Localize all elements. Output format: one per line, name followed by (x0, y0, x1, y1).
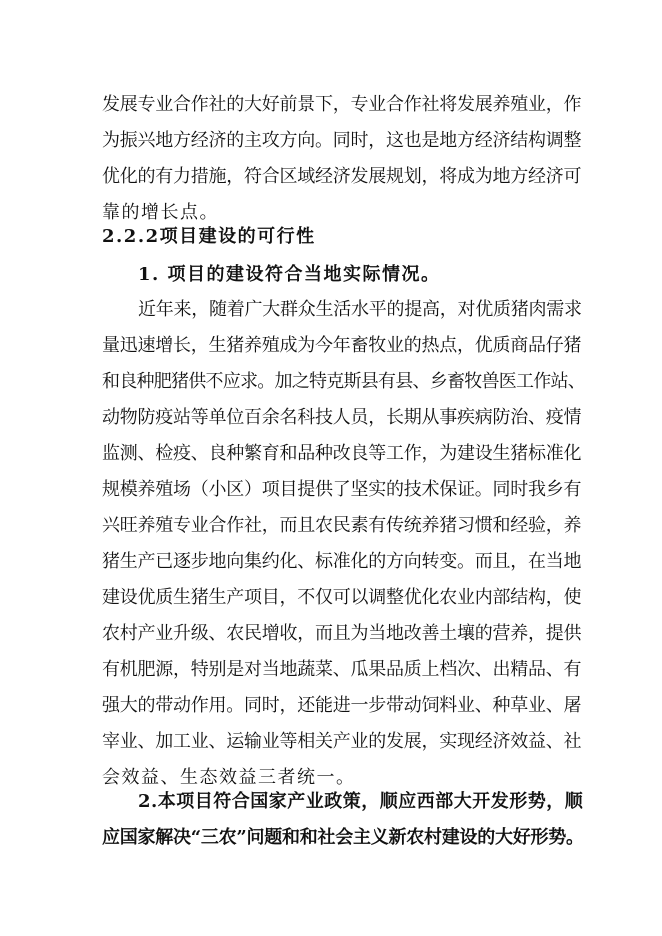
point-1-heading: 1. 项目的建设符合当地实际情况。 (138, 264, 441, 285)
point-2-heading-line: 2.本项目符合国家产业政策，顺应西部大开发形势，顺 (138, 791, 584, 812)
text-line: 规模养殖场（小区）项目提供了坚实的技术保证。同时我乡有 (102, 479, 582, 500)
text-line: 近年来，随着广大群众生活水平的提高，对优质猪肉需求 (138, 299, 582, 320)
text-line: 会效益、生态效益三者统一。 (102, 767, 356, 788)
text-line: 建设优质生猪生产项目，不仅可以调整优化农业内部结构，使 (102, 587, 582, 608)
paragraph-feasibility (102, 292, 584, 796)
point-1-heading-block (102, 257, 584, 293)
text-line: 监测、检疫、良种繁育和品种改良等工作，为建设生猪标准化 (102, 443, 582, 464)
text-line: 和良种肥猪供不应求。加之特克斯县有县、乡畜牧兽医工作站、 (102, 371, 585, 392)
text-line: 猪生产已逐步地向集约化、标准化的方向转变。而且，在当地 (102, 551, 582, 572)
text-line: 农村产业升级、农民增收，而且为当地改善土壤的营养，提供 (102, 623, 582, 644)
section-heading-block (102, 219, 584, 255)
text-line: 动物防疫站等单位百余名科技人员，长期从事疾病防治、疫情 (102, 407, 582, 428)
text-line: 强大的带动作用。同时，还能进一步带动饲料业、种草业、屠 (102, 695, 582, 716)
point-2-heading-block (102, 784, 584, 856)
point-2-heading-line: 应国家解决“三农”问题和和社会主义新农村建设的大好形势。 (102, 827, 584, 848)
text-line: 有机肥源，特别是对当地蔬菜、瓜果品质上档次、出精品、有 (102, 659, 582, 680)
text-line: 量迅速增长，生猪养殖成为今年畜牧业的热点，优质商品仔猪 (102, 335, 582, 356)
text-line: 兴旺养殖专业合作社，而且农民素有传统养猪习惯和经验，养 (102, 515, 582, 536)
text-line: 为振兴地方经济的主攻方向。同时，这也是地方经济结构调整 (102, 130, 582, 151)
paragraph-continuation (102, 87, 584, 231)
section-heading: 2.2.2项目建设的可行性 (102, 226, 316, 247)
text-line: 靠的增长点。 (102, 202, 219, 223)
text-line: 发展专业合作社的大好前景下，专业合作社将发展养殖业，作 (102, 94, 582, 115)
text-line: 宰业、加工业、运输业等相关产业的发展，实现经济效益、社 (102, 731, 582, 752)
text-line: 优化的有力措施，符合区域经济发展规划，将成为地方经济可 (102, 166, 582, 187)
